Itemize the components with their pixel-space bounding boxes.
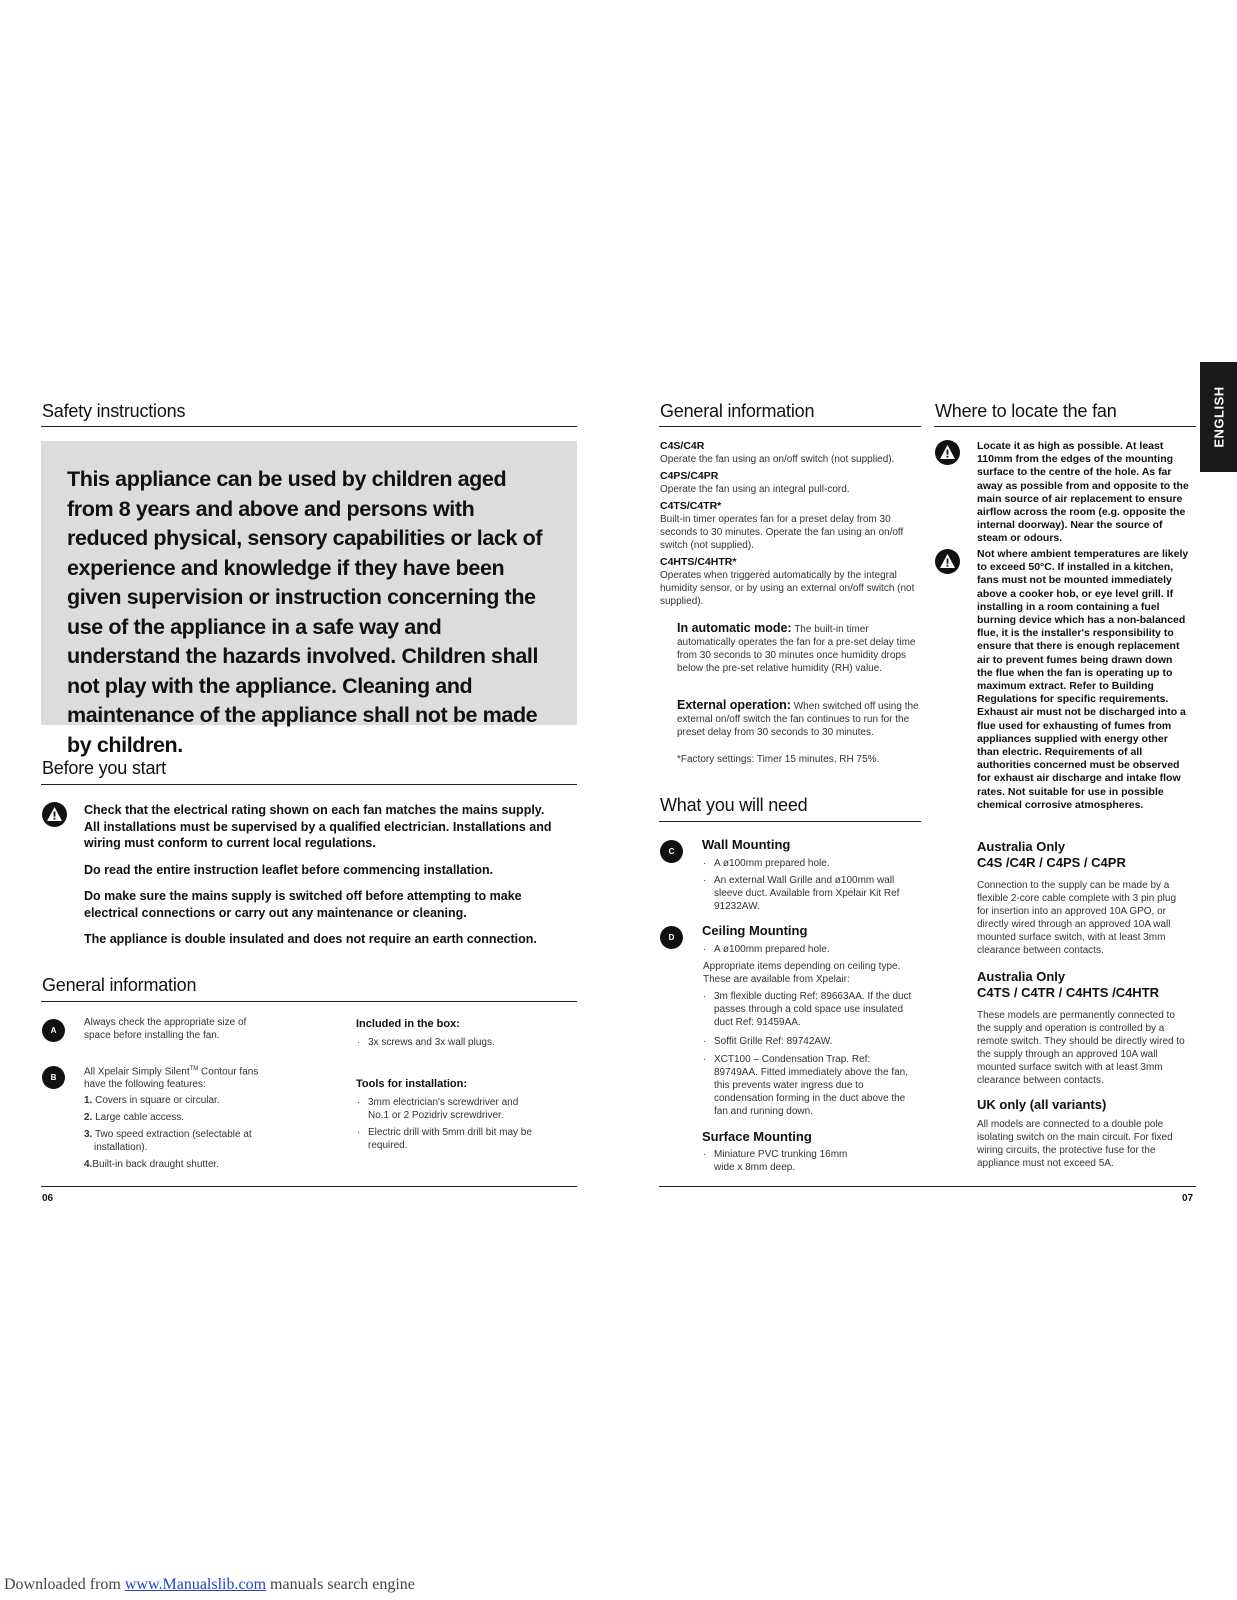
feature-item: 3. Two speed extraction (selectable at installation). [84, 1129, 252, 1153]
aus1-title: Australia Only C4S /C4R / C4PS / C4PR [977, 839, 1126, 870]
aus1-text: Connection to the supply can be made by a flexible 2-core cable complete with 3 pin plug for insertion into an approved 10A GPO, or directly wired through an approved 10A wall mounted surface switch, with at least 3mm clearance between contacts. [977, 880, 1176, 956]
before-p1: Check that the electrical rating shown on each fan matches the mains supply. All installations must be supervised by a qualified electrician. Installations and wiring must conform to current local regulations. [84, 803, 552, 850]
wall-item: · An external Wall Grille and ø100mm wall sleeve duct. Available from Xpelair Kit Ref 91232AW. [703, 875, 900, 912]
before-p4: The appliance is double insulated and does not require an earth connection. [84, 932, 537, 946]
tools-item: · Electric drill with 5mm drill bit may be required. [357, 1127, 532, 1151]
feature-item: 4.Built-in back draught shutter. [84, 1159, 220, 1170]
manualslib-link[interactable]: www.Manualslib.com [124, 1576, 267, 1593]
figure-c-marker: C [660, 840, 683, 863]
general-a-text: Always check the appropriate size of space before installing the fan. [84, 1017, 247, 1041]
models-list [660, 440, 922, 608]
ceiling-note: Appropriate items depending on ceiling type. These are available from Xpelair: [703, 961, 901, 985]
model-desc: Operates when triggered automatically by the integral humidity sensor, or by using an external on/off switch (not supplied). [660, 570, 915, 607]
divider [934, 426, 1196, 427]
box-item: · 3x screws and 3x wall plugs. [357, 1037, 495, 1048]
locate-title: Where to locate the fan [935, 401, 1117, 421]
general-title-left: General information [42, 975, 197, 995]
warning-triangle-icon [935, 549, 960, 574]
figure-b-marker: B [42, 1066, 65, 1089]
surface-mounting-title: Surface Mounting [702, 1129, 812, 1144]
footer-rule [41, 1186, 577, 1187]
figure-a-marker: A [42, 1019, 65, 1042]
aus2-text: These models are permanently connected to the supply and operation is controlled by a remote switch. They should be directly wired to the supply through an approved 10A wall mounted surface switch with at least 3mm clearance between contacts. [977, 1010, 1185, 1086]
model-name: C4PS/C4PR [660, 470, 719, 482]
before-title: Before you start [42, 758, 166, 778]
locate-w2: Not where ambient temperatures are likely to exceed 50°C. If installed in a kitchen, fans must not be mounted immediately above a cooker hob, or eye level grill. If installing in a room containing a fuel burning device which has a non-balanced flue, it is the installer's responsibility to ensure that there is enough replacement air to prevent fumes being drawn down the flue when the fan is operating up to maximum extract. Refer to Building Regulations for specific requirements. Exhaust air must not be discharged into a flue used for exhausting of fumes from appliances supplied with energy other than electric. Requirements of all authorities concerned must be observed for exhaust air discharge and intake flow rates. Not suitable for use in possible chemical corrosive atmospheres. [977, 548, 1189, 811]
figure-d-marker: D [660, 926, 683, 949]
wall-item: · A ø100mm prepared hole. [703, 858, 830, 869]
auto-mode-text: In automatic mode: The built-in timer automatically operates the fan for a pre-set delay time from 30 seconds to 30 minutes once humidity drops below the pre-set relative humidity (RH) value. [677, 621, 916, 674]
uk-text: All models are connected to a double pole isolating switch on the main circuit. For fixed wiring circuits, the protective fuse for the appliance must not exceed 5A. [977, 1119, 1173, 1169]
footer-rule [659, 1186, 1196, 1187]
surface-item: · Miniature PVC trunking 16mm wide x 8mm deep. [703, 1149, 848, 1173]
model-name: C4S/C4R [660, 440, 705, 452]
tools-item: · 3mm electrician's screwdriver and No.1 or 2 Pozidriv screwdriver. [357, 1097, 519, 1121]
divider [659, 821, 921, 822]
divider [659, 426, 921, 427]
model-name: C4TS/C4TR* [660, 500, 722, 512]
page-number-left: 06 [42, 1193, 54, 1204]
ceiling-item: · XCT100 – Condensation Trap. Ref: 89749AA. Fitted immediately above the fan, this prevents water ingress due to condensation forming in the duct above the fan and running down. [703, 1054, 909, 1117]
model-desc: Operate the fan using an on/off switch (not supplied). [660, 454, 895, 465]
safety-text: This appliance can be used by children aged from 8 years and above and persons with reduced physical, sensory capabilities or lack of experience and knowledge if they have been given supervision or instruction concerning the use of the appliance in a safe way and understand the hazards involved. Children shall not play with the appliance. Cleaning and maintenance of the appliance shall not be made by children. [67, 467, 543, 757]
warning-triangle-icon [42, 802, 67, 827]
divider [41, 784, 577, 785]
model-desc: Operate the fan using an integral pull-cord. [660, 484, 850, 495]
safety-warning-box [41, 441, 577, 757]
divider [41, 426, 577, 427]
language-tab: ENGLISH [1200, 362, 1237, 472]
before-p3: Do make sure the mains supply is switched off before attempting to make electrical connections or carry out any maintenance or cleaning. [84, 889, 522, 920]
locate-w1: Locate it as high as possible. At least 110mm from the edges of the mounting surface to the centre of the hole. As far away as possible from and opposite to the main source of air replacement to ensure airflow across the room (e.g. opposite the internal doorway). Near the source of steam or odours. [977, 440, 1189, 545]
need-title: What you will need [660, 795, 808, 815]
ceiling-item: · A ø100mm prepared hole. [703, 944, 830, 955]
box-title: Included in the box: [356, 1018, 460, 1030]
divider [41, 1001, 577, 1002]
general-title-right: General information [660, 401, 815, 421]
feature-item: 1. Covers in square or circular. [84, 1095, 220, 1106]
wall-mounting-title: Wall Mounting [702, 837, 791, 852]
model-name: C4HTS/C4HTR* [660, 556, 737, 568]
model-desc: Built-in timer operates fan for a preset delay from 30 seconds to 30 minutes. Operate the fan using an on/off switch (not supplied). [660, 514, 904, 551]
feature-item: 2. Large cable access. [84, 1112, 185, 1123]
safety-title: Safety instructions [42, 401, 186, 421]
page-number-right: 07 [1182, 1193, 1194, 1204]
ceiling-item: · Soffit Grille Ref: 89742AW. [703, 1036, 833, 1047]
features-list [84, 1094, 254, 1171]
external-operation-text: External operation: When switched off using the external on/off switch the fan continues to run for the preset delay from 30 seconds to 30 minutes. [677, 698, 919, 738]
ceiling-item: · 3m flexible ducting Ref: 89663AA. If the duct passes through a cold space use insulated duct Ref: 91459AA. [703, 991, 912, 1028]
warning-triangle-icon [935, 440, 960, 465]
before-p2: Do read the entire instruction leaflet before commencing installation. [84, 863, 494, 877]
general-b-text: All Xpelair Simply Silent™ Contour fans have the following features: [84, 1066, 259, 1091]
aus2-title: Australia Only C4TS / C4TR / C4HTS /C4HTR [977, 969, 1160, 1000]
download-footer: Downloaded from www.Manualslib.com manuals search engine [4, 1576, 415, 1593]
ceiling-mounting-title: Ceiling Mounting [702, 923, 808, 938]
tools-title: Tools for installation: [356, 1078, 468, 1090]
factory-settings: *Factory settings: Timer 15 minutes, RH 75%. [677, 754, 880, 765]
uk-title: UK only (all variants) [977, 1097, 1107, 1112]
